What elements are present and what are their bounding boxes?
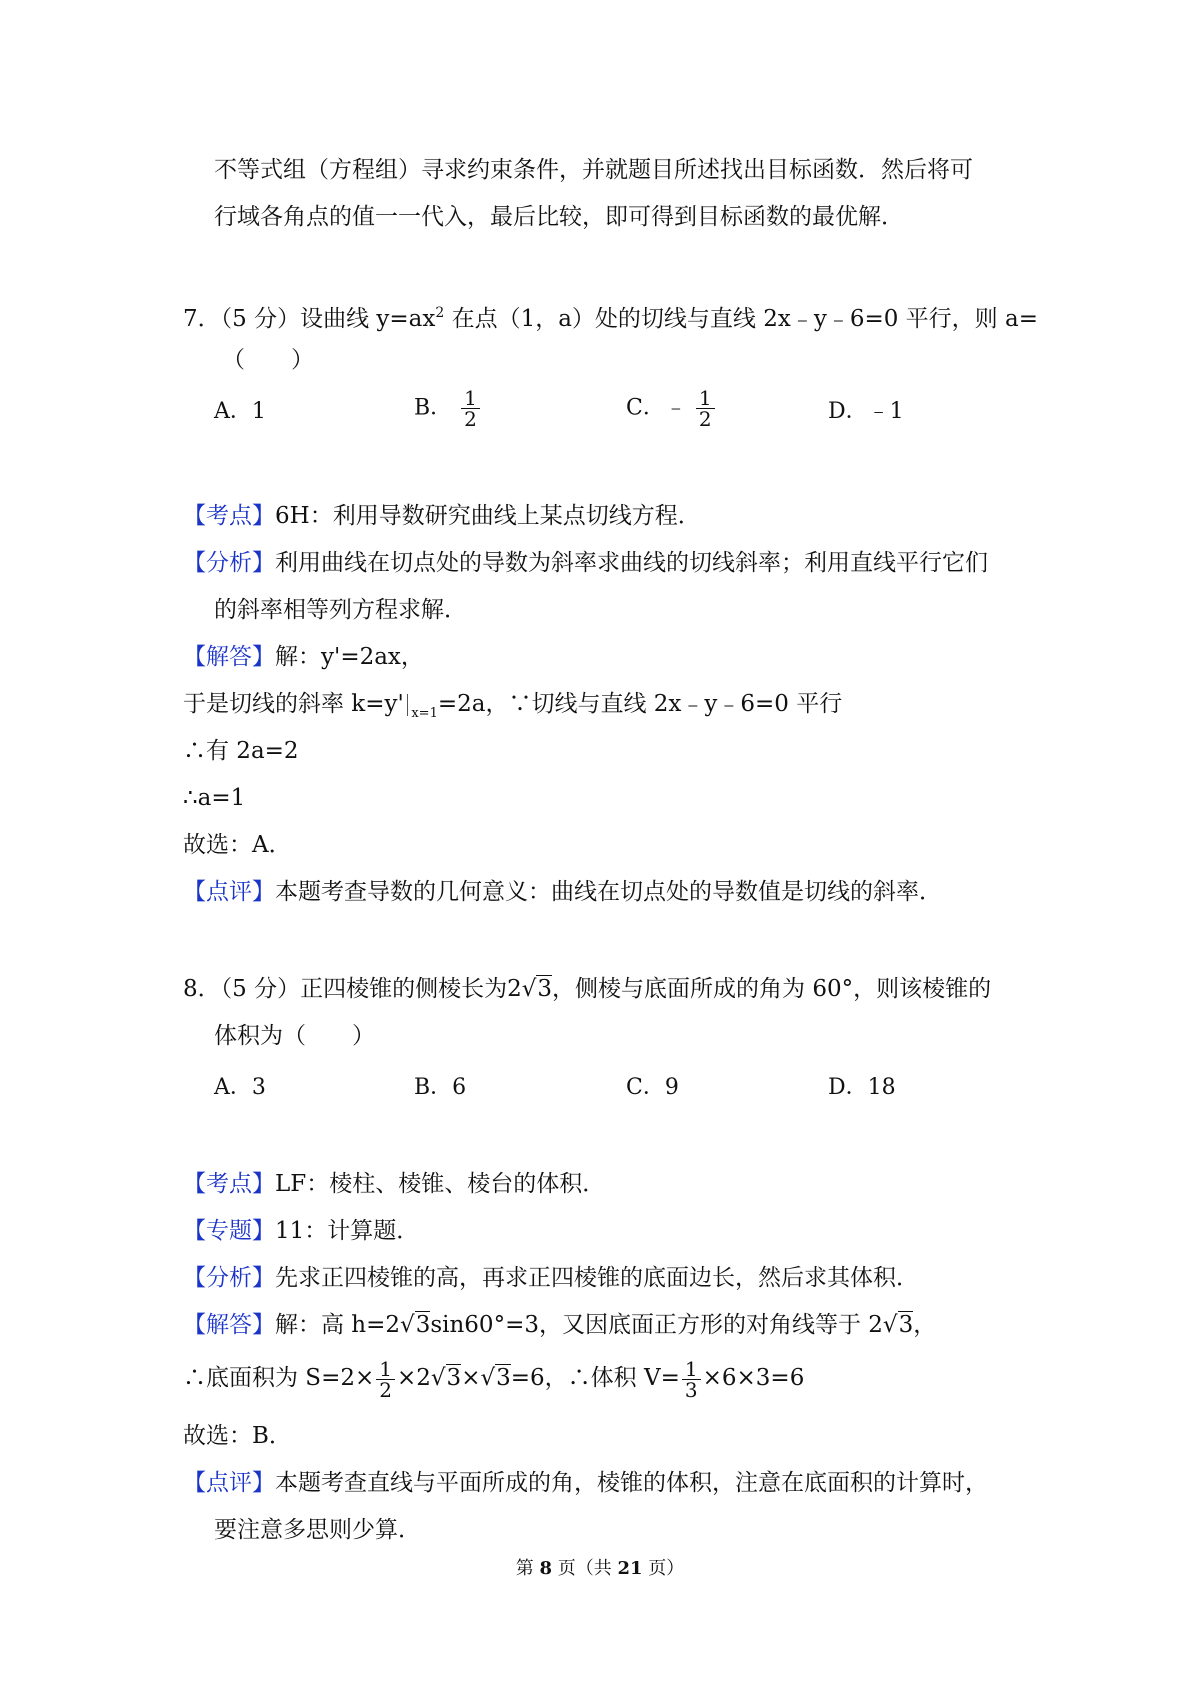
page-footer bbox=[0, 1554, 1200, 1580]
q8-area-den: 2 bbox=[379, 1377, 392, 1402]
q8-dianping-tag: 【点评】 bbox=[183, 1470, 275, 1496]
q7-option-a: A．1 bbox=[214, 399, 266, 424]
q8-area-b: ×2 bbox=[396, 1365, 431, 1391]
q8-area-rad-1: 3 bbox=[446, 1365, 462, 1391]
q7-stem-sup: 2 bbox=[435, 305, 445, 321]
q8-area-sqrt-2: √3 bbox=[480, 1365, 511, 1391]
q7-option-d: D．﹣1 bbox=[828, 399, 904, 424]
q7-dianping-text: 本题考查导数的几何意义：曲线在切点处的导数值是切线的斜率． bbox=[275, 879, 942, 905]
q8-area-c: × bbox=[461, 1365, 481, 1391]
q8-jieda-rad-1: 3 bbox=[415, 1312, 431, 1338]
q7-option-c-prefix: C． bbox=[626, 395, 665, 421]
q7-option-c-num: 1 bbox=[696, 388, 715, 409]
q8-volume-num: 1 bbox=[682, 1359, 701, 1380]
q8-jieda-sqrt-1: √3 bbox=[400, 1312, 431, 1338]
q7-sol1-b: =2a，∵切线与直线 2x﹣y﹣6=0 平行 bbox=[437, 691, 843, 717]
q7-option-b-prefix: B． bbox=[414, 395, 453, 421]
q8-fenxi-text: 先求正四棱锥的高，再求正四棱锥的底面边长，然后求其体积． bbox=[275, 1265, 919, 1291]
q7-fenxi-tag: 【分析】 bbox=[183, 550, 275, 576]
q7-kaodian-text: 6H：利用导数研究曲线上某点切线方程． bbox=[275, 503, 701, 529]
q8-choose: 故选：B． bbox=[183, 1423, 292, 1449]
q8-jieda-sqrt-2: √3 bbox=[882, 1312, 914, 1338]
q7-jieda-text: 解：y'=2ax， bbox=[275, 644, 424, 670]
q8-dianping-text-1: 本题考查直线与平面所成的角，棱锥的体积，注意在底面积的计算时， bbox=[275, 1470, 988, 1496]
q7-option-b-num: 1 bbox=[461, 388, 480, 409]
q8-area-fraction bbox=[376, 1356, 395, 1402]
q7-dianping bbox=[183, 876, 942, 908]
q8-jieda-tag: 【解答】 bbox=[183, 1312, 275, 1338]
q7-fenxi-text-2: 的斜率相等列方程求解． bbox=[214, 597, 467, 623]
q7-solution-line-4: 故选：A． bbox=[183, 832, 292, 858]
q7-fenxi-text-1: 利用曲线在切点处的导数为斜率求曲线的切线斜率；利用直线平行它们 bbox=[275, 550, 988, 576]
q8-area-sqrt-1: √3 bbox=[430, 1365, 462, 1391]
q8-volume-fraction bbox=[682, 1356, 701, 1402]
evaluation-bar bbox=[407, 694, 409, 716]
q8-dianping bbox=[183, 1467, 988, 1499]
q8-stem-sqrt: √3 bbox=[521, 976, 553, 1002]
q7-solution-line-1 bbox=[183, 688, 842, 730]
q7-jieda bbox=[183, 641, 424, 673]
q8-stem-a: 8．（5 分）正四棱锥的侧棱长为 bbox=[183, 976, 508, 1002]
q7-option-c bbox=[626, 388, 717, 429]
q8-fenxi bbox=[183, 1262, 919, 1294]
q8-area-a: ∴底面积为 S=2× bbox=[183, 1365, 375, 1391]
q8-stem-line-1 bbox=[183, 973, 991, 1005]
q7-jieda-tag: 【解答】 bbox=[183, 644, 275, 670]
footer-a: 第 bbox=[515, 1558, 540, 1579]
q8-zhuanti-text: 11：计算题． bbox=[275, 1218, 420, 1244]
q7-option-b-fraction bbox=[461, 388, 480, 429]
q8-area-line bbox=[183, 1355, 804, 1401]
q7-kaodian bbox=[183, 500, 701, 532]
q7-option-c-den: 2 bbox=[698, 407, 712, 431]
intro-line-1: 不等式组（方程组）寻求约束条件，并就题目所述找出目标函数．然后将可 bbox=[214, 157, 973, 183]
q8-volume-den: 3 bbox=[684, 1377, 698, 1402]
q8-area-d: =6，∴体积 V= bbox=[510, 1365, 680, 1391]
q8-option-d: D．18 bbox=[828, 1075, 896, 1100]
q8-stem-coef: 2 bbox=[507, 976, 522, 1002]
footer-page-number: 8 bbox=[539, 1558, 552, 1579]
q8-jieda-a: 解：高 h=2 bbox=[275, 1312, 401, 1338]
q7-stem-line-1 bbox=[183, 297, 1038, 335]
q7-sol1-sub: x=1 bbox=[411, 706, 438, 721]
q7-option-b bbox=[414, 388, 482, 429]
q8-fenxi-tag: 【分析】 bbox=[183, 1265, 275, 1291]
q8-kaodian-text: LF：棱柱、棱锥、棱台的体积． bbox=[275, 1171, 606, 1197]
q8-jieda-c: ， bbox=[913, 1312, 937, 1338]
q7-option-c-sign: ﹣ bbox=[664, 395, 687, 421]
q8-jieda bbox=[183, 1309, 936, 1341]
q8-stem-b: ，侧棱与底面所成的角为 60°，则该棱锥的 bbox=[552, 976, 992, 1002]
q7-stem-a: 7．（5 分）设曲线 y=ax bbox=[183, 306, 436, 332]
q8-kaodian-tag: 【考点】 bbox=[183, 1171, 275, 1197]
q8-area-num: 1 bbox=[376, 1359, 395, 1380]
footer-b: 页（共 bbox=[552, 1558, 618, 1579]
q8-zhuanti-tag: 【专题】 bbox=[183, 1218, 275, 1244]
q7-sol1-a: 于是切线的斜率 k=y' bbox=[183, 691, 404, 717]
q8-jieda-b: sin60°=3，又因底面正方形的对角线等于 2 bbox=[430, 1312, 883, 1338]
q7-fenxi bbox=[183, 547, 988, 579]
q8-stem-rad: 3 bbox=[537, 976, 553, 1002]
q7-stem-line-2: （ ） bbox=[222, 347, 314, 373]
q7-solution-line-2: ∴有 2a=2 bbox=[183, 738, 299, 764]
q7-dianping-tag: 【点评】 bbox=[183, 879, 275, 905]
footer-c: 页） bbox=[642, 1558, 685, 1579]
q8-kaodian bbox=[183, 1168, 605, 1200]
footer-total-pages: 21 bbox=[617, 1558, 643, 1579]
q7-kaodian-tag: 【考点】 bbox=[183, 503, 275, 529]
q7-solution-line-3: ∴a=1 bbox=[183, 785, 246, 811]
intro-line-2: 行域各角点的值一一代入，最后比较，即可得到目标函数的最优解． bbox=[214, 204, 904, 230]
q8-volume-e: ×6×3=6 bbox=[702, 1365, 805, 1391]
q7-option-b-den: 2 bbox=[464, 407, 477, 431]
q8-option-b: B．6 bbox=[414, 1075, 467, 1100]
q8-option-a: A．3 bbox=[214, 1075, 266, 1100]
q8-option-c: C．9 bbox=[626, 1075, 679, 1100]
q7-option-c-fraction bbox=[696, 388, 715, 429]
q8-stem-line-2: 体积为（ ） bbox=[214, 1023, 375, 1049]
q8-area-rad-2: 3 bbox=[496, 1365, 511, 1391]
q8-zhuanti bbox=[183, 1215, 419, 1247]
q8-jieda-rad-2: 3 bbox=[898, 1312, 914, 1338]
q7-stem-b: 在点（1，a）处的切线与直线 2x﹣y﹣6=0 平行，则 a= bbox=[444, 306, 1038, 332]
q8-dianping-text-2: 要注意多思则少算． bbox=[214, 1517, 421, 1543]
